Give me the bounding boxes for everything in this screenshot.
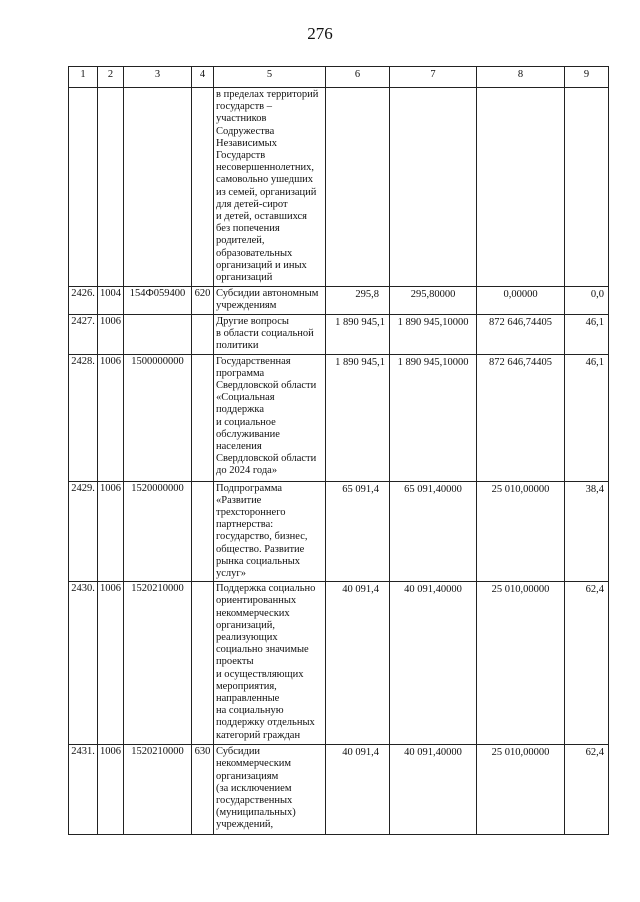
approved-amount [390,88,477,287]
expense-type [192,582,214,745]
col-header-3: 3 [124,67,192,88]
approved-amount: 40 091,40000 [390,745,477,835]
executed-amount: 25 010,00000 [477,481,565,582]
percent-executed: 0,0 [565,287,609,315]
target-code: 1520000000 [124,481,192,582]
approved-amount: 40 091,40000 [390,582,477,745]
table-row [69,287,609,315]
col-header-5: 5 [214,67,326,88]
plan-amount: 1 890 945,1 [326,315,390,355]
percent-executed: 62,4 [565,745,609,835]
col-header-1: 1 [69,67,98,88]
col-header-2: 2 [98,67,124,88]
target-code: 154Ф059400 [124,287,192,315]
target-code [124,88,192,287]
item-name: Субсидии автономным учреждениям [214,287,326,315]
budget-table [68,66,609,835]
executed-amount: 25 010,00000 [477,745,565,835]
item-name: Подпрограмма «Развитие трехстороннего партнерства: государство, бизнес, общество. Развитие рынка социальных услуг» [214,481,326,582]
expense-type [192,315,214,355]
percent-executed [565,88,609,287]
item-name: Поддержка социально ориентированных некоммерческих организаций, реализующих социально значимые проекты и осуществляющих мероприятия, направленные на социальную поддержку отдельных категорий граждан [214,582,326,745]
row-number [69,88,98,287]
table-row [69,354,609,481]
target-code: 1520210000 [124,745,192,835]
table-row [69,582,609,745]
approved-amount: 65 091,40000 [390,481,477,582]
col-header-4: 4 [192,67,214,88]
col-header-7: 7 [390,67,477,88]
row-number: 2429. [69,481,98,582]
plan-amount: 40 091,4 [326,582,390,745]
percent-executed: 38,4 [565,481,609,582]
table-row [69,481,609,582]
col-header-9: 9 [565,67,609,88]
item-name: Другие вопросы в области социальной политики [214,315,326,355]
target-code: 1520210000 [124,582,192,745]
item-name: Субсидии некоммерческим организациям (за исключением государственных (муниципальных) учреждений, [214,745,326,835]
percent-executed: 46,1 [565,354,609,481]
plan-amount: 1 890 945,1 [326,354,390,481]
col-header-8: 8 [477,67,565,88]
executed-amount: 872 646,74405 [477,315,565,355]
table-row [69,315,609,355]
executed-amount: 0,00000 [477,287,565,315]
section-code: 1006 [98,481,124,582]
expense-type: 620 [192,287,214,315]
header-row [69,67,609,88]
approved-amount: 295,80000 [390,287,477,315]
item-name: в пределах территорий государств – участников Содружества Независимых Государств несовершеннолетних, самовольно ушедших из семей, организаций для детей-сирот и детей, оставшихся без попечения родителей, образовательных организаций и иных организаций [214,88,326,287]
target-code [124,315,192,355]
section-code: 1006 [98,745,124,835]
section-code: 1004 [98,287,124,315]
percent-executed: 62,4 [565,582,609,745]
plan-amount [326,88,390,287]
plan-amount: 295,8 [326,287,390,315]
executed-amount: 25 010,00000 [477,582,565,745]
table-row [69,88,609,287]
expense-type [192,88,214,287]
page-number: 276 [307,24,333,43]
table-row [69,745,609,835]
plan-amount: 40 091,4 [326,745,390,835]
row-number: 2427. [69,315,98,355]
approved-amount: 1 890 945,10000 [390,315,477,355]
row-number: 2426. [69,287,98,315]
section-code: 1006 [98,354,124,481]
executed-amount [477,88,565,287]
target-code: 1500000000 [124,354,192,481]
col-header-6: 6 [326,67,390,88]
row-number: 2428. [69,354,98,481]
expense-type [192,354,214,481]
section-code [98,88,124,287]
row-number: 2431. [69,745,98,835]
expense-type: 630 [192,745,214,835]
row-number: 2430. [69,582,98,745]
percent-executed: 46,1 [565,315,609,355]
section-code: 1006 [98,315,124,355]
approved-amount: 1 890 945,10000 [390,354,477,481]
expense-type [192,481,214,582]
item-name: Государственная программа Свердловской области «Социальная поддержка и социальное обслуживание населения Свердловской области до 2024 года» [214,354,326,481]
plan-amount: 65 091,4 [326,481,390,582]
executed-amount: 872 646,74405 [477,354,565,481]
section-code: 1006 [98,582,124,745]
